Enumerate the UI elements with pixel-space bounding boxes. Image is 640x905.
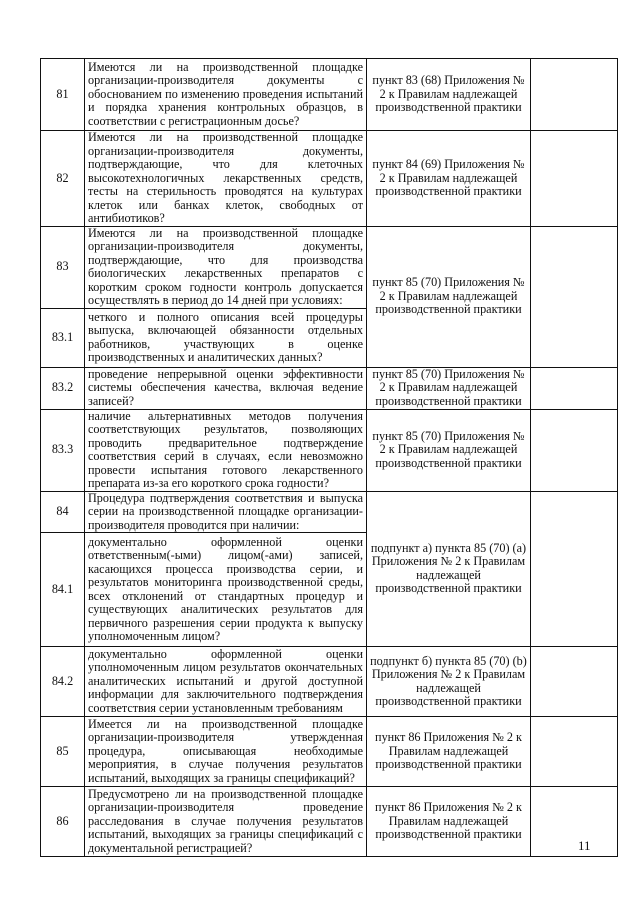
notes-cell — [531, 647, 618, 717]
question-text: документально оформленной оценки уполномоченным лицом результатов окончательных аналитических испытаний и другой доступной информации для заключительного подтверждения соответствия серии установленным требованиям — [85, 647, 367, 717]
item-number: 83.1 — [41, 308, 85, 367]
question-text: документально оформленной оценки ответственным(-ыми) лицом(-ами) записей, касающихся процесса производства серии, и результатов мониторинга производственной среды, всех отклонений от стандартных процедур и существующих аналитических результатов для первичного разрешения серии продукта к выпуску уполномоченным лицом? — [85, 533, 367, 647]
question-text: наличие альтернативных методов получения соответствующих результатов, позволяющих проводить предварительное подтверждение соответствия серий в случаях, если невозможно провести испытания готового лекарственного препарата из-за его короткого срока годности? — [85, 409, 367, 491]
notes-cell — [531, 409, 618, 491]
question-text: Имеются ли на производственной площадке организации-производителя документы с обоснованием по изменению проведения испытаний и порядка хранения контрольных образцов, в соответствии с регистрационным досье? — [85, 59, 367, 131]
question-text: Имеются ли на производственной площадке организации-производителя документы, подтверждающие, что для клеточных высокотехнологичных лекарственных средств, тесты на стерильность проводятся на культурах клеток или банках клеток, свободных от антибиотиков? — [85, 131, 367, 227]
reference-text: пункт 85 (70) Приложения № 2 к Правилам надлежащей производственной практики — [367, 226, 531, 367]
item-number: 83 — [41, 226, 85, 308]
item-number: 84 — [41, 491, 85, 533]
question-text: Процедура подтверждения соответствия и выпуска серии на производственной площадке организации-производителя проводится при наличии: — [85, 491, 367, 533]
table-row — [41, 647, 618, 717]
notes-cell — [531, 131, 618, 227]
notes-cell — [531, 226, 618, 367]
table-row — [41, 717, 618, 787]
reference-text: пункт 86 Приложения № 2 к Правилам надлежащей производственной практики — [367, 787, 531, 857]
reference-text: пункт 85 (70) Приложения № 2 к Правилам надлежащей производственной практики — [367, 409, 531, 491]
notes-cell — [531, 491, 618, 647]
reference-text: пункт 86 Приложения № 2 к Правилам надлежащей производственной практики — [367, 717, 531, 787]
question-text: четкого и полного описания всей процедуры выпуска, включающей обязанности отдельных работников, участвующих в оценке производственных и аналитических данных? — [85, 308, 367, 367]
notes-cell — [531, 367, 618, 409]
table-row — [41, 409, 618, 491]
checklist-table — [40, 58, 618, 857]
reference-text: пункт 84 (69) Приложения № 2 к Правилам надлежащей производственной практики — [367, 131, 531, 227]
table-row — [41, 131, 618, 227]
question-text: проведение непрерывной оценки эффективности системы обеспечения качества, включая ведение записей? — [85, 367, 367, 409]
reference-text: подпункт а) пункта 85 (70) (а) Приложения № 2 к Правилам надлежащей производственной практики — [367, 491, 531, 647]
reference-text: подпункт б) пункта 85 (70) (b) Приложения № 2 к Правилам надлежащей производственной практики — [367, 647, 531, 717]
item-number: 83.3 — [41, 409, 85, 491]
item-number: 84.2 — [41, 647, 85, 717]
question-text: Предусмотрено ли на производственной площадке организации-производителя проведение расследования в случае получения результатов испытаний, выходящих за границы спецификаций с документальной регистрацией? — [85, 787, 367, 857]
page-number: 11 — [578, 838, 591, 853]
reference-text: пункт 85 (70) Приложения № 2 к Правилам надлежащей производственной практики — [367, 367, 531, 409]
question-text: Имеются ли на производственной площадке организации-производителя документы, подтверждающие, что для производства биологических лекарственных препаратов с коротким сроком годности контроль допускается осуществлять в период до 14 дней при условиях: — [85, 226, 367, 308]
item-number: 83.2 — [41, 367, 85, 409]
table-row — [41, 787, 618, 857]
item-number: 84.1 — [41, 533, 85, 647]
item-number: 85 — [41, 717, 85, 787]
notes-cell — [531, 717, 618, 787]
notes-cell — [531, 787, 618, 857]
notes-cell — [531, 59, 618, 131]
table-row — [41, 59, 618, 131]
item-number: 86 — [41, 787, 85, 857]
item-number: 81 — [41, 59, 85, 131]
question-text: Имеется ли на производственной площадке организации-производителя утвержденная процедура, описывающая необходимые мероприятия, в случае получения результатов испытаний, выходящих за границы спецификаций? — [85, 717, 367, 787]
table-row — [41, 491, 618, 533]
reference-text: пункт 83 (68) Приложения № 2 к Правилам надлежащей производственной практики — [367, 59, 531, 131]
table-row — [41, 367, 618, 409]
item-number: 82 — [41, 131, 85, 227]
table-row — [41, 226, 618, 308]
